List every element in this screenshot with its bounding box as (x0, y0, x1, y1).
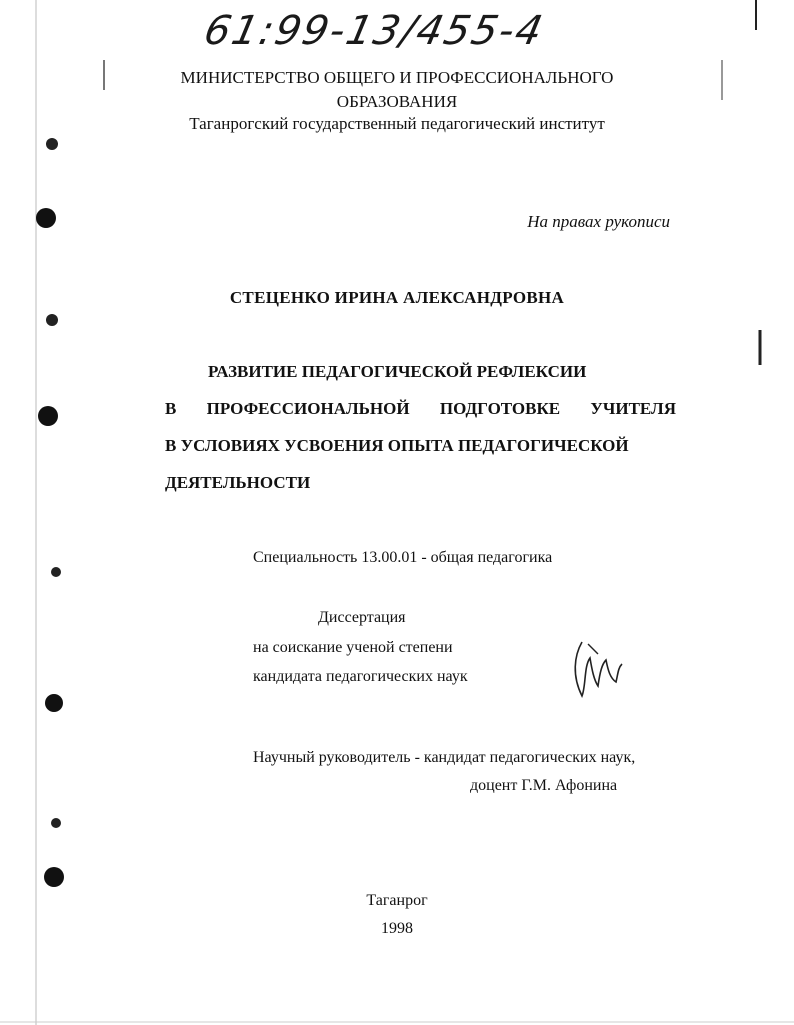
year: 1998 (381, 920, 413, 937)
signature-mark (568, 636, 628, 702)
city: Таганрог (366, 892, 428, 909)
manuscript-note: На правах рукописи (527, 212, 670, 231)
institute-name: Таганрогский государственный педагогический институт (189, 114, 605, 133)
title-line-3: В УСЛОВИЯХ УСВОЕНИЯ ОПЫТА ПЕДАГОГИЧЕСКОЙ (165, 436, 629, 455)
advisor-name: доцент Г.М. Афонина (470, 777, 618, 794)
title-word: В (165, 399, 177, 418)
title-line-1: РАЗВИТИЕ ПЕДАГОГИЧЕСКОЙ РЕФЛЕКСИИ (208, 362, 587, 381)
author-name: СТЕЦЕНКО ИРИНА АЛЕКСАНДРОВНА (229, 288, 565, 307)
ministry-heading: МИНИСТЕРСТВО ОБЩЕГО И ПРОФЕССИОНАЛЬНОГО (180, 68, 614, 87)
dissertation-label: Диссертация (318, 609, 406, 626)
specialty: Специальность 13.00.01 - общая педагогика (253, 549, 553, 566)
dissertation-degree-line: на соискание ученой степени (253, 639, 453, 656)
title-word: УЧИТЕЛЯ (590, 399, 676, 418)
title-line-4: ДЕЯТЕЛЬНОСТИ (165, 473, 311, 492)
title-word: ПОДГОТОВКЕ (439, 399, 561, 418)
advisor-line: Научный руководитель - кандидат педагогических наук, (253, 749, 636, 766)
dissertation-degree-name: кандидата педагогических наук (253, 668, 468, 685)
title-word: ПРОФЕССИОНАЛЬНОЙ (206, 399, 410, 418)
title-line-2 (165, 399, 676, 419)
ministry-heading-line2: ОБРАЗОВАНИЯ (336, 92, 458, 111)
archive-number-handwritten: 61:99-13/455-4 (200, 8, 549, 54)
